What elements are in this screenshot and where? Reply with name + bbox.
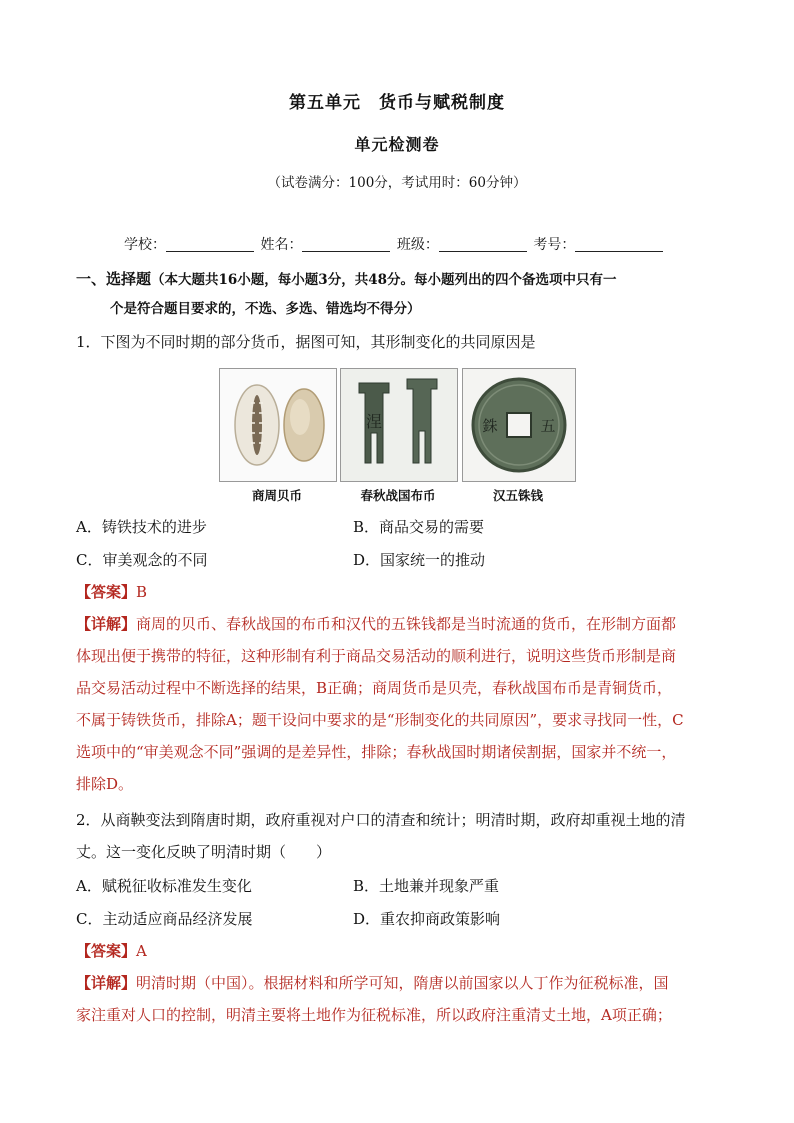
q1-explain-line	[76, 614, 726, 634]
caption-cowrie: 商周贝币	[251, 488, 302, 503]
q2-stem-2: 丈。这一变化反映了明清时期（ ）	[76, 843, 332, 861]
currency-figure	[219, 368, 575, 503]
q1-explain-line: 体现出便于携带的特征，这种形制有利于商品交易活动的顺利进行，说明这些货币形制是商	[76, 647, 677, 665]
page-title: 第五单元 货币与赋税制度	[289, 93, 505, 113]
section-note-2: 个是符合题目要求的，不选、多选、错选均不得分）	[110, 301, 421, 317]
q2-option-a[interactable]: A．赋税征收标准发生变化	[76, 877, 252, 895]
class-label: 班级：	[396, 237, 439, 253]
name-label: 姓名：	[260, 237, 303, 253]
spade-coin-glyph: 涅	[365, 412, 383, 431]
q1-option-c[interactable]: C．审美观念的不同	[76, 551, 208, 569]
q2-explain-line: 家注重对人口的控制，明清主要将土地作为征税标准，所以政府注重清丈土地，A项正确；	[76, 1006, 672, 1024]
q2-option-c[interactable]: C．主动适应商品经济发展	[76, 910, 253, 928]
caption-spade: 春秋战国布币	[360, 488, 436, 503]
exam-info: （试卷满分：100分，考试用时：60分钟）	[267, 175, 527, 191]
student-info-row	[124, 234, 665, 254]
answer-tag: 【答案】	[76, 942, 137, 960]
q1-option-d[interactable]: D．国家统一的推动	[353, 551, 486, 569]
exam-no-label: 考号：	[533, 237, 576, 253]
school-label: 学校：	[124, 237, 166, 253]
class-blank[interactable]	[439, 237, 527, 252]
exam-no-blank[interactable]	[575, 237, 663, 252]
q1-option-a[interactable]: A．铸铁技术的进步	[76, 518, 207, 536]
q1-answer	[76, 582, 726, 602]
answer-tag: 【答案】	[76, 583, 137, 601]
q1-explain-line: 不属于铸铁货币，排除A；题干设问中要求的是“形制变化的共同原因”，要求寻找同一性，C	[76, 711, 684, 729]
school-blank[interactable]	[166, 237, 254, 252]
explain-text: 明清时期（中国）。根据材料和所学可知，隋唐以前国家以人丁作为征税标准，国	[136, 974, 669, 992]
q1-explain-line: 排除D。	[76, 775, 134, 793]
section-heading	[76, 269, 726, 290]
name-blank[interactable]	[302, 237, 390, 252]
cowrie-shell-image	[219, 368, 337, 482]
coin-glyph-wu: 五	[540, 417, 556, 435]
answer-value: A	[136, 942, 147, 960]
q1-option-b[interactable]: B．商品交易的需要	[353, 518, 485, 536]
section-title: 一、选择题	[76, 270, 152, 288]
q1-explain-line: 选项中的“审美观念不同”强调的是差异性，排除；春秋战国时期诸侯割据，国家并不统一，	[76, 743, 677, 761]
explain-tag: 【详解】	[76, 615, 137, 633]
explain-tag: 【详解】	[76, 974, 137, 992]
q1-stem: 1．下图为不同时期的部分货币，据图可知，其形制变化的共同原因是	[76, 333, 536, 351]
q1-explain-line: 品交易活动过程中不断选择的结果，B正确；商周货币是贝壳，春秋战国布币是青铜货币，	[76, 679, 673, 697]
explain-text: 商周的贝币、春秋战国的布币和汉代的五铢钱都是当时流通的货币，在形制方面都	[136, 615, 677, 633]
spade-coin-image	[340, 368, 458, 482]
wuzhu-coin-image	[462, 368, 576, 482]
caption-wuzhu: 汉五铢钱	[492, 488, 543, 503]
q2-answer	[76, 941, 726, 961]
section-note-1: （本大题共16小题，每小题3分，共48分。每小题列出的四个备选项中只有一	[151, 272, 617, 288]
answer-value: B	[136, 583, 148, 601]
coin-glyph-zhu: 銖	[482, 417, 498, 435]
page-subtitle: 单元检测卷	[354, 135, 440, 154]
q2-option-b[interactable]: B．土地兼并现象严重	[353, 877, 500, 895]
q2-option-d[interactable]: D．重农抑商政策影响	[353, 910, 501, 928]
q2-stem-1: 2．从商鞅变法到隋唐时期，政府重视对户口的清查和统计；明清时期，政府却重视土地的清	[76, 811, 686, 829]
q2-explain-line	[76, 973, 726, 993]
